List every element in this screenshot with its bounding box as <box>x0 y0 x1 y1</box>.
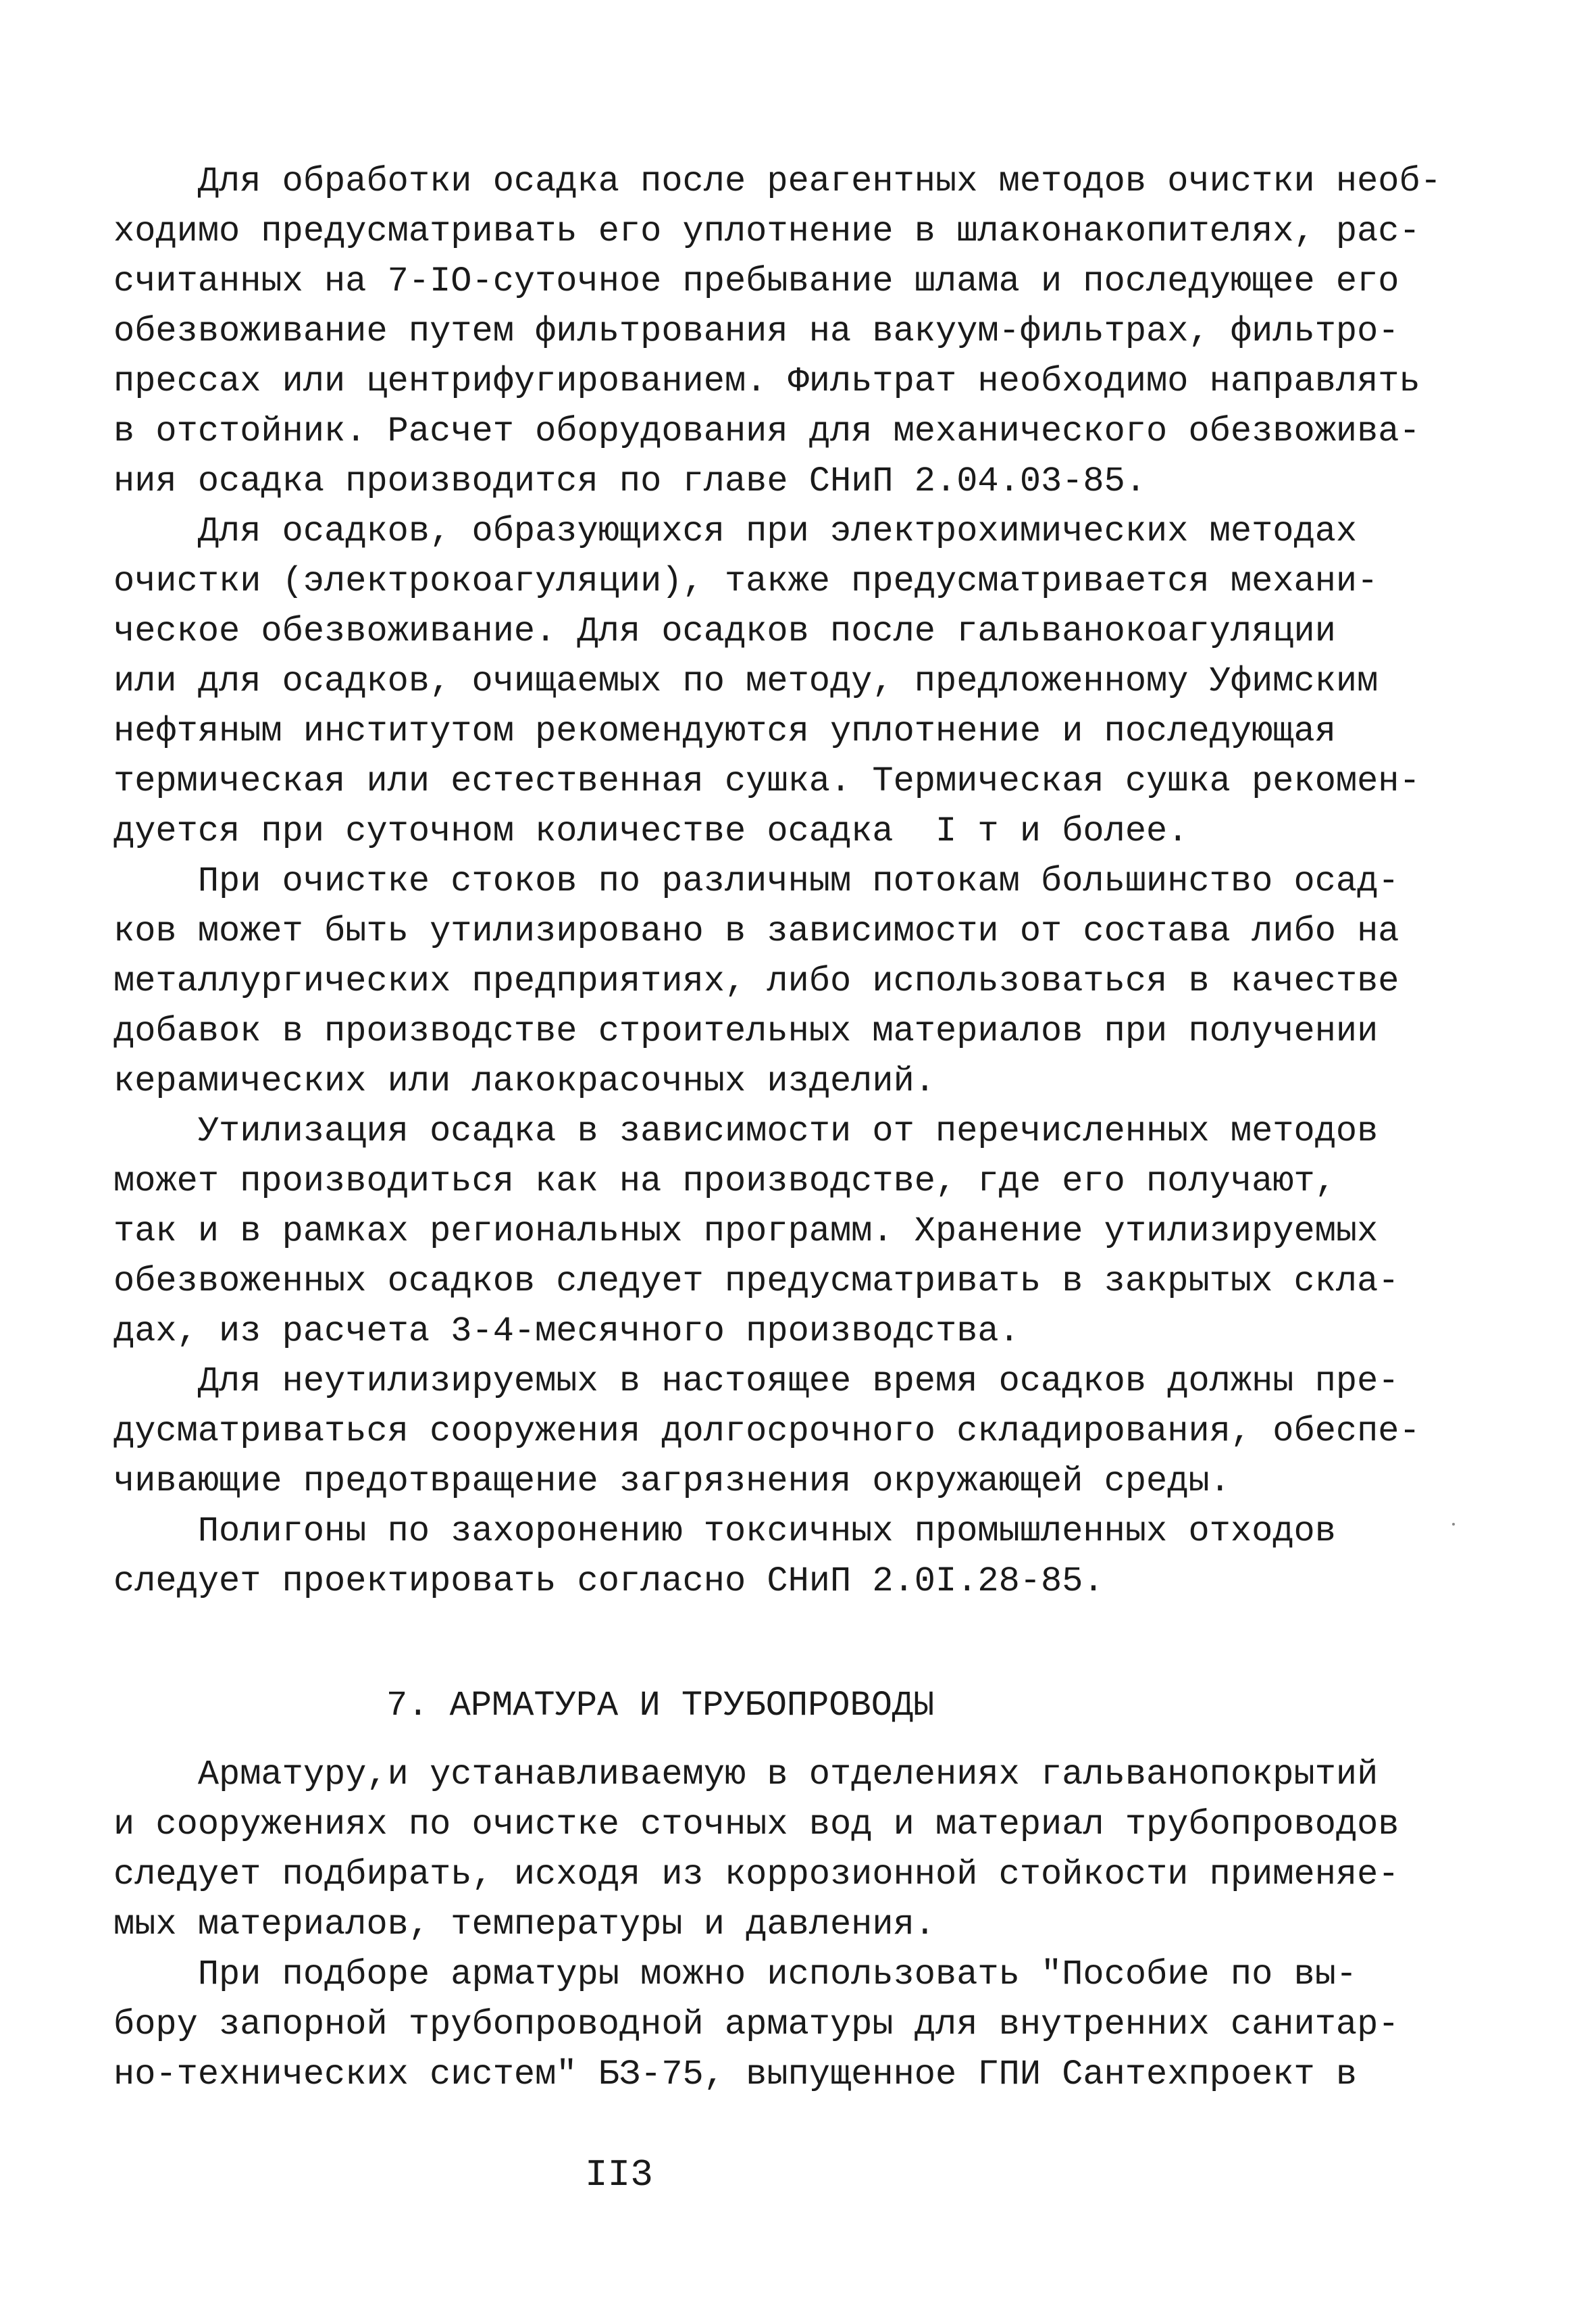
text-line: дуется при суточном количестве осадка I т и более. <box>113 811 1189 851</box>
text-line: так и в рамках региональных программ. Хранение утилизируемых <box>113 1211 1379 1251</box>
text-line: керамических или лакокрасочных изделий. <box>113 1061 935 1101</box>
section-text <box>113 1750 1464 2100</box>
page-number: II3 <box>585 2153 653 2196</box>
text-line: Для обработки осадка после реагентных методов очистки необ- <box>113 161 1441 201</box>
text-line: металлургических предприятиях, либо использоваться в качестве <box>113 961 1399 1001</box>
text-line: следует подбирать, исходя из коррозионной стойкости применяе- <box>113 1855 1399 1894</box>
text-line: нефтяным институтом рекомендуются уплотнение и последующая <box>113 711 1336 751</box>
text-line: При очистке стоков по различным потокам большинство осад- <box>113 861 1399 901</box>
text-line: ческое обезвоживание. Для осадков после гальванокоагуляции <box>113 611 1336 651</box>
text-line: добавок в производстве строительных материалов при получении <box>113 1011 1379 1051</box>
text-line: в отстойник. Расчет оборудования для механического обезвожива- <box>113 411 1420 451</box>
text-line: дах, из расчета 3-4-месячного производства. <box>113 1311 1020 1351</box>
text-line: или для осадков, очищаемых по методу, предложенному Уфимским <box>113 661 1379 701</box>
text-line: дусматриваться сооружения долгосрочного складирования, обеспе- <box>113 1411 1420 1451</box>
text-line: прессах или центрифугированием. Фильтрат необходимо направлять <box>113 361 1420 401</box>
text-line: считанных на 7-IO-суточное пребывание шлама и последующее его <box>113 261 1399 301</box>
text-line: Утилизация осадка в зависимости от перечисленных методов <box>113 1111 1379 1151</box>
section-heading: 7. АРМАТУРА И ТРУБОПРОВОДЫ <box>386 1686 935 1726</box>
text-line: мых материалов, температуры и давления. <box>113 1905 935 1944</box>
text-line: Арматуру,и устанавливаемую в отделениях гальванопокрытий <box>113 1755 1379 1794</box>
text-line: При подборе арматуры можно использовать "Пособие по вы- <box>113 1955 1358 1994</box>
text-line: но-технических систем" БЗ-75, выпущенное ГПИ Сантехпроект в <box>113 2055 1358 2094</box>
text-line: Для неутилизируемых в настоящее время осадков должны пре- <box>113 1361 1399 1401</box>
text-line: бору запорной трубопроводной арматуры для внутренних санитар- <box>113 2005 1399 2044</box>
text-line: термическая или естественная сушка. Термическая сушка рекомен- <box>113 761 1420 801</box>
text-line: ния осадка производится по главе СНиП 2.04.03-85. <box>113 461 1147 501</box>
text-line: Для осадков, образующихся при электрохимических методах <box>113 511 1358 551</box>
text-line: может производиться как на производстве, где его получают, <box>113 1161 1336 1201</box>
text-line: и сооружениях по очистке сточных вод и материал трубопроводов <box>113 1805 1399 1844</box>
text-line: Полигоны по захоронению токсичных промышленных отходов <box>113 1511 1336 1551</box>
text-line: обезвоженных осадков следует предусматривать в закрытых скла- <box>113 1261 1399 1301</box>
text-line: очистки (электрокоагуляции), также предусматривается механи- <box>113 561 1379 601</box>
section-heading-block <box>113 1681 1464 1731</box>
body-text <box>113 157 1464 1607</box>
text-line: ходимо предусматривать его уплотнение в шлаконакопителях, рас- <box>113 211 1420 251</box>
text-line: следует проектировать согласно СНиП 2.0I.28-85. <box>113 1561 1104 1601</box>
text-line: чивающие предотвращение загрязнения окружающей среды. <box>113 1461 1231 1501</box>
text-line: ков может быть утилизировано в зависимости от состава либо на <box>113 911 1399 951</box>
text-line: обезвоживание путем фильтрования на вакуум-фильтрах, фильтро- <box>113 311 1399 351</box>
scan-speck <box>1452 1523 1455 1526</box>
